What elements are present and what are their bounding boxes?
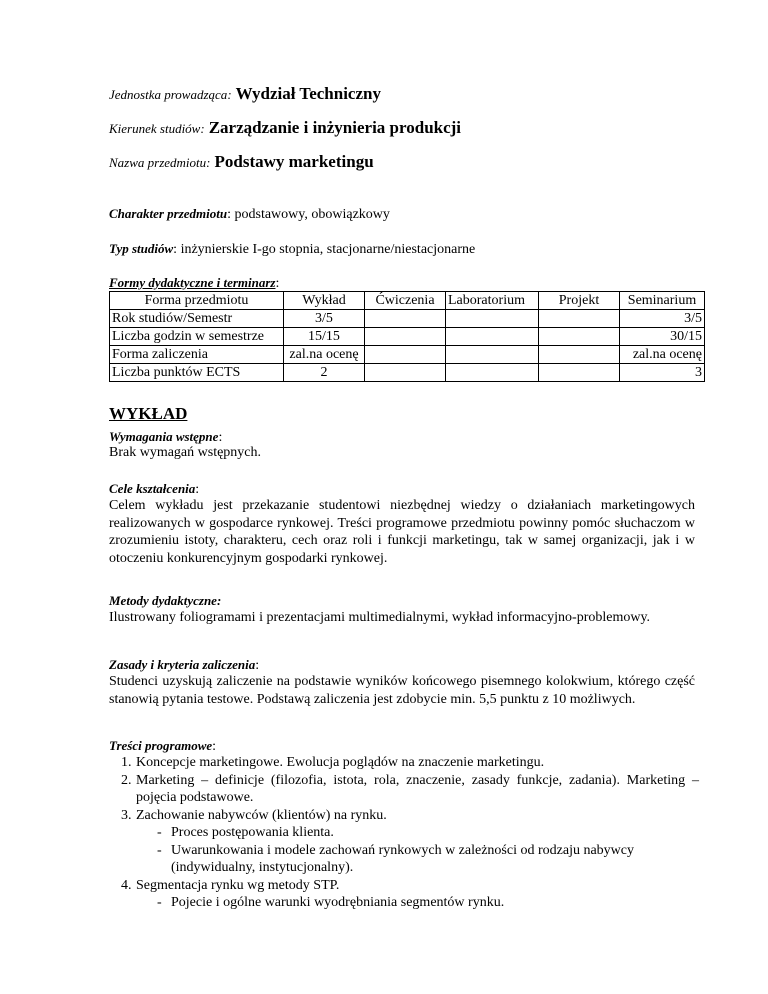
type-value: inżynierskie I-go stopnia, stacjonarne/niestacjonarne <box>180 242 476 257</box>
table-cell <box>446 346 539 364</box>
type-line: Typ studiów: inżynierskie I-go stopnia, stacjonarne/niestacjonarne <box>109 241 476 257</box>
table-cell: Liczba godzin w semestrze <box>110 328 284 346</box>
table-cell: Forma zaliczenia <box>110 346 284 364</box>
table-cell: Rok studiów/Semestr <box>110 310 284 328</box>
list-item: 3. Zachowanie nabywców (klientów) na rynku. <box>121 807 387 823</box>
list-item: 1. Koncepcje marketingowe. Ewolucja poglądów na znaczenie marketingu. <box>121 755 545 770</box>
field-label: Kierunek studiów <box>109 121 201 136</box>
methods-text: Ilustrowany foliogramami i prezentacjami multimedialnymi, wykład informacyjno-problemowy. <box>109 610 651 625</box>
lecture-heading: WYKŁAD <box>109 404 188 423</box>
list-subitem: - Proces postępowania klienta. <box>157 825 334 840</box>
table-row <box>110 364 705 382</box>
content-label: Treści programowe <box>109 738 213 753</box>
prereq-label: Wymagania wstępne <box>109 429 219 444</box>
table-cell: 3 <box>620 364 705 382</box>
content-label-line: Treści programowe: <box>109 738 217 754</box>
table-cell: 15/15 <box>284 328 365 346</box>
list-subitem-text: Pojecie i ogólne warunki wyodrębniania segmentów rynku. <box>171 895 505 910</box>
table-cell <box>446 364 539 382</box>
list-item: 4. Segmentacja rynku wg metody STP. <box>121 877 340 893</box>
forms-label: Formy dydaktyczne i terminarz <box>109 275 276 290</box>
goals-text: Celem wykładu jest przekazanie studentowi niezbędnej wiedzy o działaniach marketingowych realizowanych w gospodarce rynkowej. Treści programowe przedmiotu powinny pomóc słuchaczom w zrozumieniu istoty, charakteru, cech oraz roli i funkcji marketingu, tak w samej organizacji, jak i w otoczeniu konkurencyjnym gospodarki rynkowej. <box>109 498 695 566</box>
table-cell: 3/5 <box>284 310 365 328</box>
table-cell <box>539 346 620 364</box>
rules-label: Zasady i kryteria zaliczenia <box>109 657 256 672</box>
forms-line: Formy dydaktyczne i terminarz: <box>109 275 280 291</box>
methods-label: Metody dydaktyczne: <box>109 593 222 608</box>
table-header-cell: Projekt <box>539 292 620 310</box>
table-cell: 30/15 <box>620 328 705 346</box>
rules-text: Studenci uzyskują zaliczenie na podstawie wyników końcowego pisemnego kolokwium, którego część stanowią pytania testowe. Podstawą zaliczenia jest zdobycie min. 5,5 punktu z 10 możliwych. <box>109 674 695 707</box>
list-item-text: Zachowanie nabywców (klientów) na rynku. <box>136 807 387 823</box>
table-cell: zal.na ocenę <box>620 346 705 364</box>
unit-value: Wydział Techniczny <box>235 84 381 103</box>
table-cell <box>539 310 620 328</box>
goals-label: Cele kształcenia <box>109 481 196 496</box>
table-cell <box>365 310 446 328</box>
table-cell <box>365 364 446 382</box>
field-line: Kierunek studiów: Zarządzanie i inżynieria produkcji <box>109 118 462 137</box>
table-header-row <box>110 292 705 310</box>
table-row <box>110 310 705 328</box>
list-item: 2. Marketing – definicje (filozofia, istota, rola, znaczenie, zasady funkcje, zadania). Marketing – pojęcia podstawowe. <box>121 772 699 805</box>
table-header-cell: Forma przedmiotu <box>110 292 284 310</box>
table-cell: Liczba punktów ECTS <box>110 364 284 382</box>
table-cell <box>365 328 446 346</box>
table-cell: 2 <box>284 364 365 382</box>
subject-line: Nazwa przedmiotu: Podstawy marketingu <box>109 152 374 171</box>
character-line: Charakter przedmiotu: podstawowy, obowiązkowy <box>109 206 390 222</box>
table-header-cell: Ćwiczenia <box>365 292 446 310</box>
table-cell <box>446 310 539 328</box>
list-subitem-text: Proces postępowania klienta. <box>171 825 334 840</box>
subject-value: Podstawy marketingu <box>214 152 374 171</box>
rules-label-line: Zasady i kryteria zaliczenia: <box>109 657 260 673</box>
list-item-text: Segmentacja rynku wg metody STP. <box>136 877 340 893</box>
table-header-cell: Laboratorium <box>446 292 539 310</box>
list-item-text: Marketing – definicje (filozofia, istota, rola, znaczenie, zasady funkcje, zadania). Marketing – pojęcia podstawowe. <box>136 772 699 805</box>
table-cell: zal.na ocenę <box>284 346 365 364</box>
goals-label-line: Cele kształcenia: <box>109 481 200 497</box>
table-cell: 3/5 <box>620 310 705 328</box>
unit-label: Jednostka prowadząca <box>109 87 228 102</box>
table-cell <box>365 346 446 364</box>
subject-label: Nazwa przedmiotu <box>109 155 207 170</box>
table-cell <box>539 364 620 382</box>
type-label: Typ studiów <box>109 241 174 256</box>
prereq-text: Brak wymagań wstępnych. <box>109 445 262 460</box>
character-label: Charakter przedmiotu <box>109 206 228 221</box>
table-cell <box>446 328 539 346</box>
list-subitem-text: Uwarunkowania i modele zachowań rynkowych w zależności od rodzaju nabywcy (indywidualny, instytucjonalny). <box>171 842 634 875</box>
list-item-text: Koncepcje marketingowe. Ewolucja poglądów na znaczenie marketingu. <box>136 755 545 770</box>
list-subitem: - Uwarunkowania i modele zachowań rynkowych w zależności od rodzaju nabywcy (indywidualny, instytucjonalny). <box>157 842 634 875</box>
character-value: podstawowy, obowiązkowy <box>234 207 390 222</box>
table-row <box>110 346 705 364</box>
unit-line: Jednostka prowadząca: Wydział Techniczny <box>109 84 381 103</box>
table-row <box>110 328 705 346</box>
table-cell <box>539 328 620 346</box>
methods-label-line <box>109 592 221 610</box>
field-value: Zarządzanie i inżynieria produkcji <box>208 118 462 137</box>
list-subitem: - Pojecie i ogólne warunki wyodrębniania segmentów rynku. <box>157 895 505 910</box>
terms-table <box>109 291 705 382</box>
table-header-cell: Seminarium <box>620 292 705 310</box>
content-list <box>109 754 699 912</box>
table-header-cell: Wykład <box>284 292 365 310</box>
prereq-label-line: Wymagania wstępne: <box>109 429 223 445</box>
